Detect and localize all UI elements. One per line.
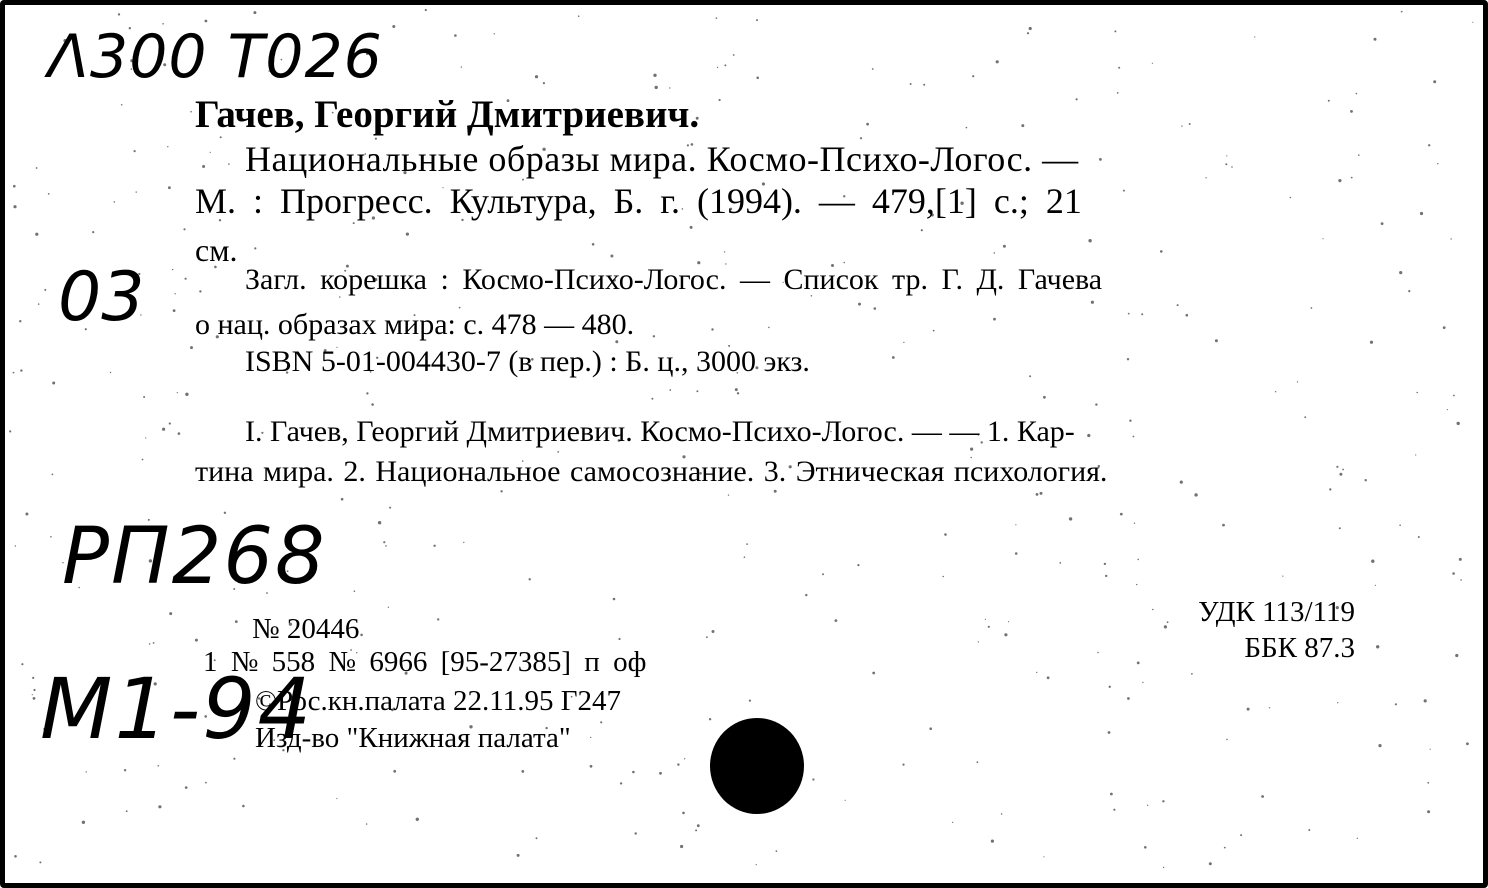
tracing-line-1: I. Гачев, Георгий Дмитриевич. Космо-Психо-Логос. — — 1. Кар- (245, 415, 1075, 448)
registration-codes: 1 № 558 № 6966 [95-27385] п оф (203, 646, 647, 678)
handwritten-rp-number: РП268 (62, 512, 327, 602)
isbn-line: ISBN 5-01-004430-7 (в пер.) : Б. ц., 3000 экз. (245, 345, 810, 378)
size-line: см. (195, 232, 238, 268)
author-heading: Гачев, Георгий Дмитриевич. (195, 93, 700, 136)
tracing-line-2: тина мира. 2. Национальное самосознание. 3. Этническая психология. (195, 455, 1108, 488)
publisher-line: Изд-во "Книжная палата" (255, 722, 571, 754)
card-punch-hole (710, 718, 804, 814)
copyright-line: ©Рос.кн.палата 22.11.95 Г247 (255, 685, 621, 717)
handwritten-shelf-mark: Λ300 Т026 (48, 22, 383, 92)
note-line-1: Загл. корешка : Космо-Психо-Логос. — Список тр. Г. Д. Гачева (245, 263, 1103, 296)
note-line-2: о нац. образах мира: с. 478 — 480. (195, 308, 635, 341)
imprint-line: М. : Прогресс. Культура, Б. г. (1994). — 479,[1] с.; 21 (195, 181, 1082, 221)
bbk-code: ББК 87.3 (1244, 632, 1355, 664)
registration-number: № 20446 (252, 613, 360, 645)
handwritten-m-number: М1-94 (40, 660, 314, 758)
udk-code: УДК 113/119 (1198, 596, 1355, 628)
title-line: Национальные образы мира. Космо-Психо-Логос. — (245, 139, 1079, 179)
handwritten-code-03: 03 (58, 258, 145, 337)
